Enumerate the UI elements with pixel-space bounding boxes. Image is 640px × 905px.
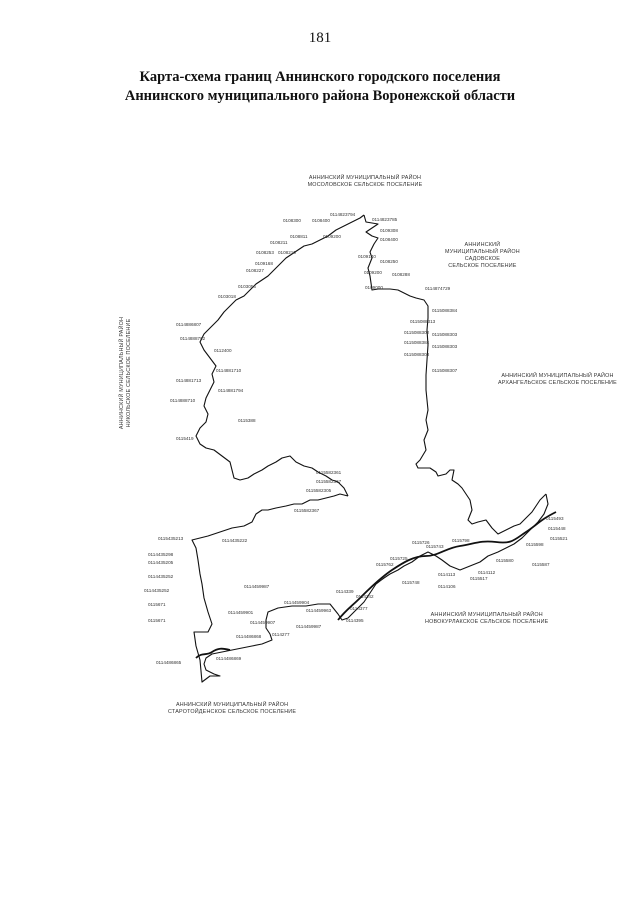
point-label: 0108300	[283, 218, 301, 223]
point-label: 0115521	[550, 536, 568, 541]
point-label: 0115587	[532, 562, 550, 567]
neighbor-north: АННИНСКИЙ МУНИЦИПАЛЬНЫЙ РАЙОН МОСОЛОВСКОЕ СЕЛЬСКОЕ ПОСЕЛЕНИЕ	[307, 175, 423, 188]
point-label: 0108211	[270, 240, 288, 245]
point-label: 0114113	[438, 572, 456, 577]
point-label: 0114888710	[170, 398, 196, 403]
point-label: 0114888702	[180, 336, 206, 341]
point-label: 0115582361	[316, 470, 342, 475]
point-label: 0115088303	[404, 352, 430, 357]
point-label: 0114339	[336, 589, 354, 594]
map-title-line-1: Карта-схема границ Аннинского городского поселения	[139, 69, 501, 85]
page-number: 181	[308, 30, 332, 46]
point-label: 0114377	[350, 606, 368, 611]
point-label: 0109200	[323, 234, 341, 239]
boundary-point-labels	[144, 212, 568, 665]
point-label: 0114459987	[244, 584, 270, 589]
point-label: 0115517	[470, 576, 488, 581]
point-label: 0114395	[346, 618, 364, 623]
point-label: 0114435252	[148, 574, 174, 579]
point-label: 0115582305	[306, 488, 332, 493]
point-label: 0109308	[380, 228, 398, 233]
point-label: 0114823785	[372, 217, 398, 222]
point-label: 0115088307	[432, 368, 458, 373]
point-label: 0114881794	[218, 388, 244, 393]
point-label: 0109000	[365, 285, 383, 290]
point-label: 0114486865	[156, 660, 182, 665]
point-label: 0114106	[438, 584, 456, 589]
point-label: 0114459963	[306, 608, 332, 613]
point-label: 0108811	[290, 234, 308, 239]
river-line	[338, 512, 556, 620]
point-label: 0115762	[376, 562, 394, 567]
point-label: 0114435298	[148, 552, 174, 557]
point-label: 0115671	[148, 602, 166, 607]
point-label: 0112400	[214, 348, 232, 353]
point-label: 0114486868	[236, 634, 262, 639]
point-label: 0108227	[246, 268, 264, 273]
point-label: 0115798	[452, 538, 470, 543]
point-label: 0114459901	[228, 610, 254, 615]
point-label: 0114277	[272, 632, 290, 637]
point-label: 0114435222	[222, 538, 248, 543]
point-label: 0115088313	[410, 319, 436, 324]
point-label: 0115088303	[432, 344, 458, 349]
point-label: 0109140	[358, 254, 376, 259]
point-label: 0108250	[380, 259, 398, 264]
point-label: 0115726	[412, 540, 430, 545]
point-label: 0115582367	[316, 479, 342, 484]
point-label: 0103056	[238, 284, 256, 289]
point-label: 0114435205	[148, 560, 174, 565]
point-label: 0115419	[176, 436, 194, 441]
point-label: 0114459987	[296, 624, 322, 629]
point-label: 0115582367	[294, 508, 320, 513]
point-label: 0114486869	[216, 656, 242, 661]
point-label: 0115448	[548, 526, 566, 531]
point-label: 0103018	[218, 294, 236, 299]
point-label: 0108253	[256, 250, 274, 255]
point-label: 0114881710	[216, 368, 242, 373]
point-label: 0115088303	[432, 332, 458, 337]
neighbor-northeast: АННИНСКИЙ МУНИЦИПАЛЬНЫЙ РАЙОН САДОВСКОЕ СЕЛЬСКОЕ ПОСЕЛЕНИЕ	[445, 242, 520, 269]
point-label: 0108288	[392, 272, 410, 277]
point-label: 0114112	[478, 570, 496, 575]
point-label: 0115435213	[158, 536, 184, 541]
point-label: 0115388	[238, 418, 256, 423]
point-label: 0108400	[380, 237, 398, 242]
point-label: 0108400	[312, 218, 330, 223]
point-label: 0114459904	[284, 600, 310, 605]
point-label: 0114823794	[330, 212, 356, 217]
point-label: 0115725	[390, 556, 408, 561]
point-label: 0115088384	[404, 340, 430, 345]
point-label: 0114342	[356, 594, 374, 599]
point-label: 0115088302	[404, 330, 430, 335]
map-title-line-2: Аннинского муниципального района Воронежской области	[124, 88, 516, 104]
neighbor-southeast: АННИНСКИЙ МУНИЦИПАЛЬНЫЙ РАЙОН НОВОКУРЛАКСКОЕ СЕЛЬСКОЕ ПОСЕЛЕНИЕ	[425, 612, 549, 625]
point-label: 0114886807	[176, 322, 202, 327]
point-label: 0115580	[496, 558, 514, 563]
point-label: 0114874729	[425, 286, 451, 291]
point-label: 0115598	[526, 542, 544, 547]
point-label: 0114459907	[250, 620, 276, 625]
settlement-boundary-west	[196, 215, 364, 496]
point-label: 0115088384	[432, 308, 458, 313]
neighbor-west: АННИНСКИЙ МУНИЦИПАЛЬНЫЙ РАЙОН НИКОЛЬСКОЕ СЕЛЬСКОЕ ПОСЕЛЕНИЕ	[119, 316, 132, 430]
point-label: 0109168	[255, 261, 273, 266]
point-label: 0114435252	[144, 588, 170, 593]
point-label: 0109200	[364, 270, 382, 275]
point-label: 0115743	[426, 544, 444, 549]
point-label: 0115748	[402, 580, 420, 585]
neighbor-south: АННИНСКИЙ МУНИЦИПАЛЬНЫЙ РАЙОН СТАРОТОЙДЕНСКОЕ СЕЛЬСКОЕ ПОСЕЛЕНИЕ	[168, 702, 297, 715]
point-label: 0108210	[278, 250, 296, 255]
point-label: 0114881713	[176, 378, 202, 383]
point-label: 0115493	[546, 516, 564, 521]
neighbor-east: АННИНСКИЙ МУНИЦИПАЛЬНЫЙ РАЙОН АРХАНГЕЛЬСКОЕ СЕЛЬСКОЕ ПОСЕЛЕНИЕ	[498, 373, 617, 386]
point-label: 0115671	[148, 618, 166, 623]
